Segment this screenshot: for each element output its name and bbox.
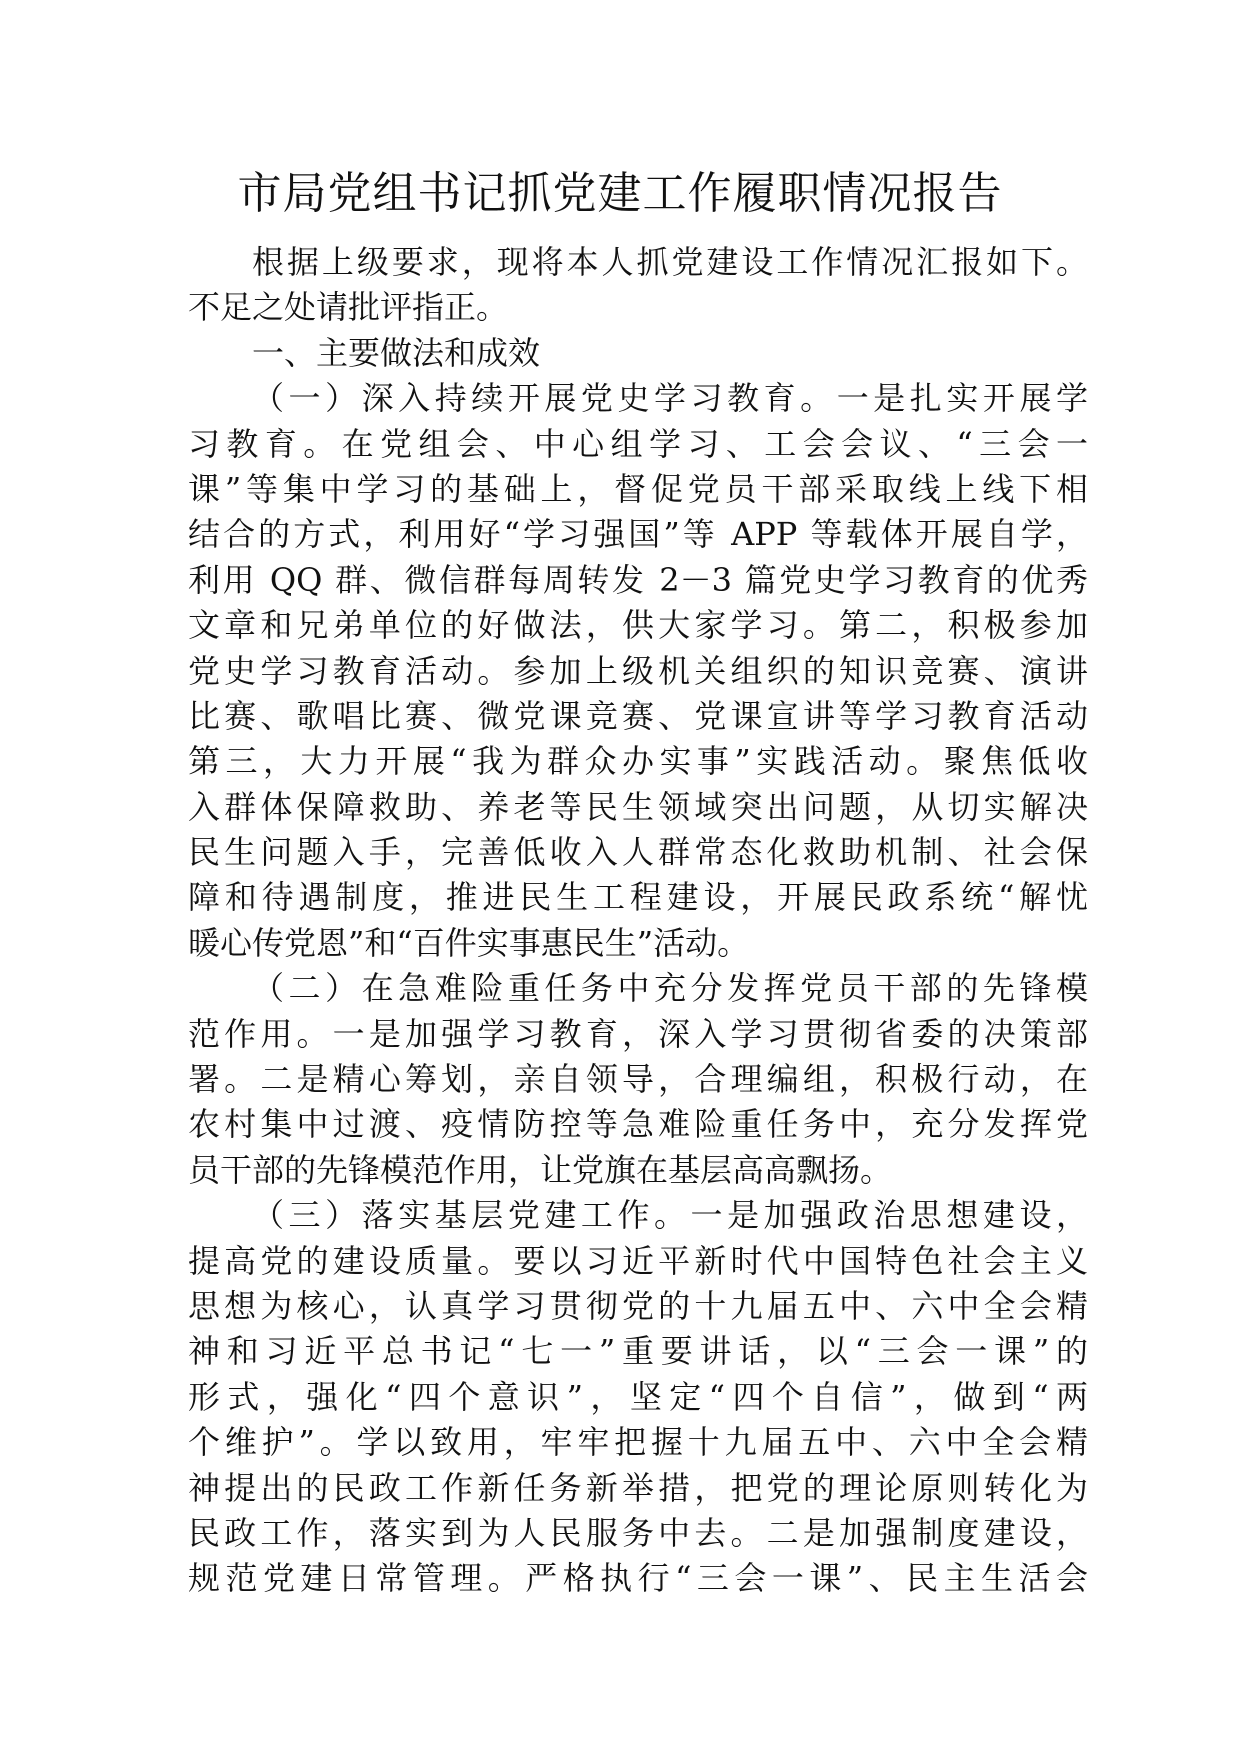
paragraph-line: 不足之处请批评指正。 — [188, 288, 509, 327]
paragraph-line: 思想为核心，认真学习贯彻党的十九届五中、六中全会精 — [188, 1286, 1088, 1325]
paragraph-line: 文章和兄弟单位的好做法，供大家学习。第二，积极参加 — [188, 606, 1088, 645]
paragraph-line: （一）深入持续开展党史学习教育。一是扎实开展学 — [252, 379, 1088, 418]
paragraph-line: 比赛、歌唱比赛、微党课竞赛、党课宣讲等学习教育活动 — [188, 696, 1088, 735]
paragraph-line: （三）落实基层党建工作。一是加强政治思想建设， — [252, 1196, 1088, 1235]
paragraph-line: 利用 QQ 群、微信群每周转发 2－3 篇党史学习教育的优秀 — [188, 560, 1088, 599]
paragraph-line: 第三，大力开展“我为群众办实事”实践活动。聚焦低收 — [188, 742, 1088, 781]
paragraph-line: 入群体保障救助、养老等民生领域突出问题，从切实解决 — [188, 787, 1088, 826]
paragraph-line: 规范党建日常管理。严格执行“三会一课”、民主生活会 — [188, 1559, 1088, 1598]
paragraph-line: 范作用。一是加强学习教育，深入学习贯彻省委的决策部 — [188, 1014, 1088, 1053]
paragraph-line: 党史学习教育活动。参加上级机关组织的知识竞赛、演讲 — [188, 651, 1088, 690]
paragraph-line: 根据上级要求，现将本人抓党建设工作情况汇报如下。 — [252, 243, 1088, 281]
paragraph-line: （二）在急难险重任务中充分发挥党员干部的先锋模 — [252, 969, 1088, 1008]
paragraph-line: 民政工作，落实到为人民服务中去。二是加强制度建设， — [188, 1513, 1088, 1552]
paragraph-line: 署。二是精心筹划，亲自领导，合理编组，积极行动，在 — [188, 1060, 1088, 1099]
paragraph-line: 课”等集中学习的基础上，督促党员干部采取线上线下相 — [188, 469, 1088, 508]
section-heading: 一、主要做法和成效 — [252, 333, 541, 372]
paragraph-line: 民生问题入手，完善低收入人群常态化救助机制、社会保 — [188, 833, 1088, 872]
document-title: 市局党组书记抓党建工作履职情况报告 — [237, 168, 1003, 219]
paragraph-line: 暖心传党恩”和“百件实事惠民生”活动。 — [188, 923, 750, 962]
paragraph-line: 提高党的建设质量。要以习近平新时代中国特色社会主义 — [188, 1241, 1088, 1280]
paragraph-line: 障和待遇制度，推进民生工程建设，开展民政系统“解忧 — [188, 878, 1088, 917]
paragraph-line: 习教育。在党组会、中心组学习、工会会议、“三会一 — [188, 424, 1088, 463]
paragraph-line: 农村集中过渡、疫情防控等急难险重任务中，充分发挥党 — [188, 1105, 1088, 1144]
paragraph-line: 结合的方式，利用好“学习强国”等 APP 等载体开展自学， — [188, 515, 1088, 554]
paragraph-line: 神和习近平总书记“七一”重要讲话，以“三会一课”的 — [188, 1332, 1088, 1371]
paragraph-line: 个维护”。学以致用，牢牢把握十九届五中、六中全会精 — [188, 1423, 1088, 1462]
paragraph-line: 神提出的民政工作新任务新举措，把党的理论原则转化为 — [188, 1468, 1088, 1507]
paragraph-line: 形式，强化“四个意识”，坚定“四个自信”，做到“两 — [188, 1377, 1088, 1416]
paragraph-line: 员干部的先锋模范作用，让党旗在基层高高飘扬。 — [188, 1150, 893, 1189]
document-body — [188, 240, 1088, 1602]
